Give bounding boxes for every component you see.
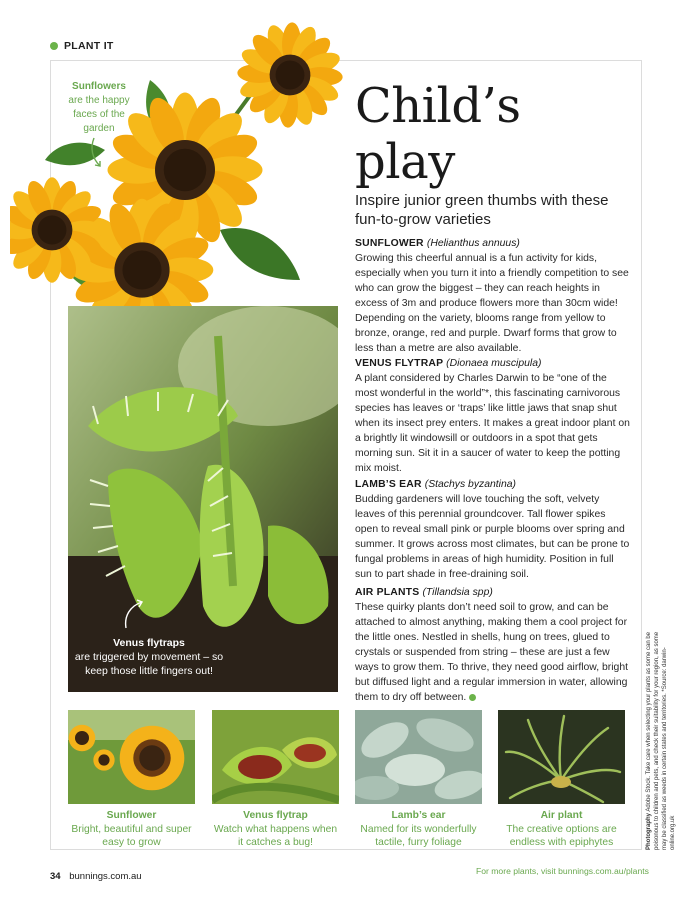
sunflower-photo-caption	[64, 80, 134, 136]
thumb-text: Bright, beautiful and super easy to grow	[71, 823, 192, 848]
sunflower-caption-text: are the happy faces of the garden	[68, 95, 130, 134]
page-number: 34	[50, 871, 61, 882]
thumb-lambs-ear-caption	[355, 809, 482, 850]
thumb-air-plant-photo	[498, 710, 625, 804]
entry-text: A plant considered by Charles Darwin to be “one of the most wonderful in the world”*, this fascinating carnivorous species has leaves or ‘traps’ like little jaws that snap shut when its insect prey enters. It makes a great indoor plant on a brightly lit windowsill or outdoors in a spot that gets morning sun. Sit it in a saucer of water to keep the potting mix moist.	[355, 373, 630, 474]
thumb-lambs-ear-photo	[355, 710, 482, 804]
thumb-title: Venus flytrap	[243, 810, 308, 821]
entry-name: SUNFLOWER	[355, 238, 424, 249]
thumb-text: Named for its wonderfully tactile, furry foliage	[360, 823, 477, 848]
entry-venus-flytrap	[355, 356, 630, 476]
venus-caption-text: are triggered by movement – so keep those little fingers out!	[74, 651, 224, 677]
entry-air-plants	[355, 585, 630, 705]
footer-site: bunnings.com.au	[69, 871, 142, 882]
thumb-air-plant-caption	[498, 809, 625, 850]
page-subtitle: Inspire junior green thumbs with these fun-to-grow varieties	[355, 192, 609, 228]
venus-caption-title: Venus flytraps	[113, 637, 185, 649]
thumb-venus-flytrap-caption	[212, 809, 339, 850]
entry-name: AIR PLANTS	[355, 587, 420, 598]
entry-heading	[355, 236, 630, 251]
credit-text: Adobe Stock. Take care when selecting your plants as some can be poisonous to children and pets, and check their suitability for your region, as some may be classified as weeds in certain states and territories. *Source: darwin-online.org.uk	[646, 631, 676, 850]
title-line-1: Child’s	[355, 78, 521, 134]
entry-latin: (Stachys byzantina)	[424, 479, 516, 490]
entry-heading	[355, 356, 630, 371]
venus-thumb-image	[212, 710, 339, 804]
entry-text: Growing this cheerful annual is a fun activity for kids, especially when you turn it into a friendly competition to see who can grow the biggest – they can reach heights in excess of 3m and produce flowers more than 30cm wide! Depending on the variety, blooms range from yellow to bronze, orange, red and purple. Dwarf forms that grow to less than a metre are also available.	[355, 253, 629, 354]
curved-arrow-icon	[88, 136, 108, 170]
sunflowers-image	[10, 20, 350, 330]
entry-latin: (Dionaea muscipula)	[446, 358, 542, 369]
section-label: PLANT IT	[64, 40, 114, 52]
entry-sunflower	[355, 236, 630, 356]
entry-heading	[355, 585, 630, 600]
thumb-title: Sunflower	[106, 810, 157, 821]
thumb-sunflower-photo	[68, 710, 195, 804]
venus-photo-caption	[74, 636, 224, 678]
thumb-text: Watch what happens when it catches a bug!	[213, 823, 338, 848]
thumb-sunflower-caption	[68, 809, 195, 850]
sunflower-thumb-image	[68, 710, 195, 804]
venus-flytrap-photo	[68, 306, 338, 692]
sunflower-caption-title: Sunflowers	[72, 81, 126, 92]
credit-label: Photography	[646, 813, 652, 850]
entry-latin: (Tillandsia spp)	[422, 587, 493, 598]
entry-lambs-ear	[355, 477, 630, 582]
lambs-ear-thumb-image	[355, 710, 482, 804]
end-dot-icon	[469, 694, 476, 701]
title-line-2: play	[355, 134, 455, 190]
footer-more-link[interactable]: For more plants, visit bunnings.com.au/plants	[476, 866, 649, 876]
entry-name: LAMB’S EAR	[355, 479, 422, 490]
entry-text: Budding gardeners will love touching the soft, velvety leaves of this perennial groundcover. Tall flower spikes open to reveal small pink or purple blooms over spring and summer. It grows across most climates, but can be prone to fungal problems in areas of high humidity. Position in full sun to part shade in free-draining soil.	[355, 494, 630, 580]
entry-text	[355, 600, 630, 705]
curved-arrow-icon	[118, 598, 148, 630]
entry-latin: (Helianthus annuus)	[426, 238, 520, 249]
thumb-title: Air plant	[540, 810, 583, 821]
page-footer	[50, 871, 142, 882]
thumb-venus-flytrap-photo	[212, 710, 339, 804]
venus-flytrap-image	[68, 306, 338, 692]
entry-text-body: These quirky plants don’t need soil to grow, and can be attached to almost anything, making them a cool project for the little ones. Nestled in shells, hung on trees, glued to crystals or suspended from string – these are just a few ways to grow them. To thrive, they need good airflow, bright but diffused light and a regular immersion in water, allowing them to dry off between.	[355, 602, 628, 703]
thumb-title: Lamb’s ear	[391, 810, 446, 821]
air-plant-thumb-image	[498, 710, 625, 804]
photo-credit-note	[645, 620, 685, 850]
thumb-text: The creative options are endless with epiphytes	[506, 823, 617, 848]
page-title	[355, 78, 520, 190]
entry-heading	[355, 477, 630, 492]
entry-name: VENUS FLYTRAP	[355, 358, 444, 369]
